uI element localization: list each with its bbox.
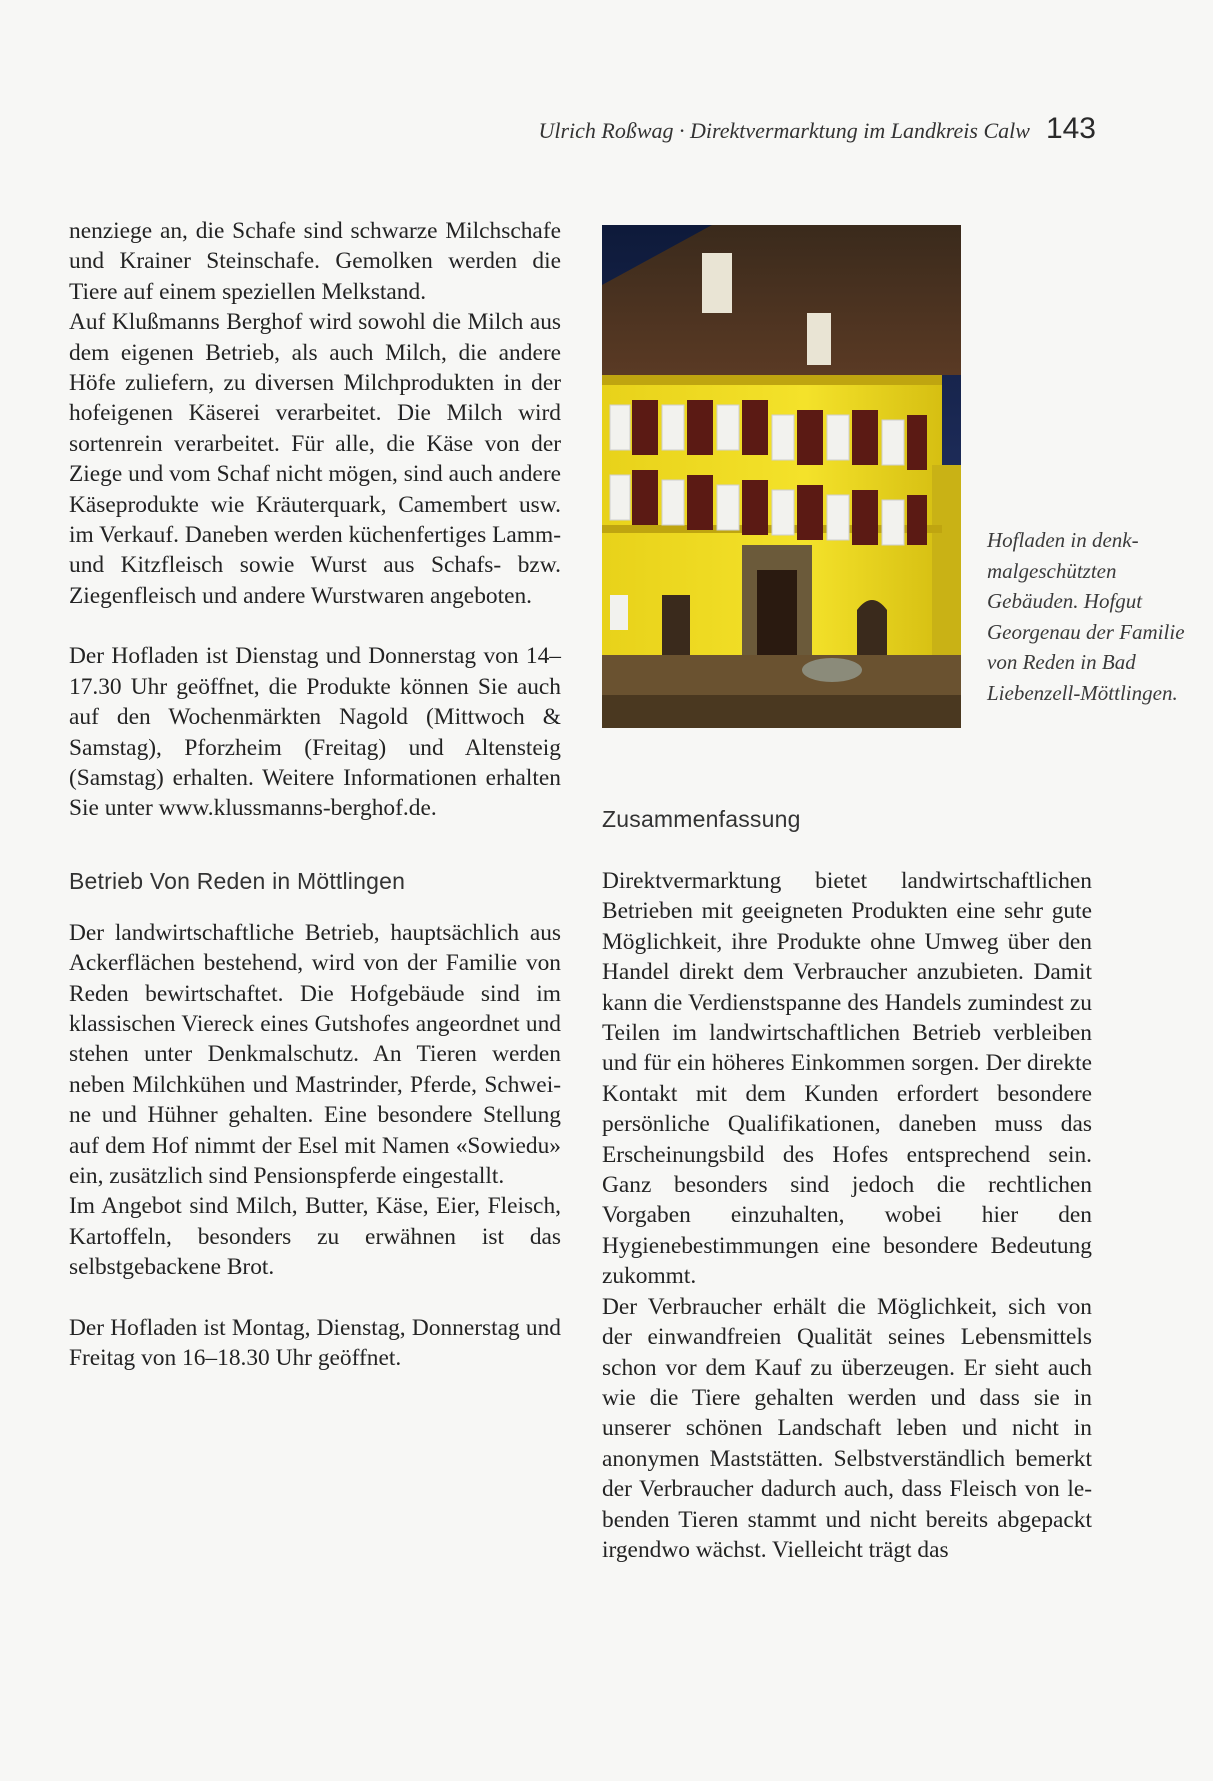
- paragraph: Der Hofladen ist Dienstag und Donnerstag von 14–17.30 Uhr geöffnet, die Produkte können Sie auch auf den Wochenmärkten Nagold (Mittwoch & Samstag), Pforzheim (Freitag) und Altensteig (Samstag) erhalten. Weitere Informationen erhalten Sie unter www.klussmanns-berghof.de.: [69, 643, 561, 822]
- running-head: Ulrich Roßwag · Direktvermarktung im Landkreis Calw: [538, 118, 1030, 143]
- page-header: [420, 112, 1096, 146]
- building-photo: [602, 225, 961, 728]
- photo-caption: Hofladen in denkmalgeschützten Gebäuden. Hofgut Georgenau der Familie von Reden in Bad Liebenzell-Möttlingen.: [987, 528, 1185, 705]
- paragraph: Direktvermarktung bietet landwirtschaftlichen Betrieben mit geeigneten Produkten eine sehr gute Möglichkeit, ihre Produkte ohne Umweg über den Handel direkt dem Verbraucher anzubieten. Damit kann die Verdienstspanne des Handels zumindest zu Teilen im landwirtschaftlichen Betrieb verbleiben und für ein höheres Einkommen sorgen. Der direkte Kontakt mit dem Kunden erfordert besondere persönliche Qualifikationen, daneben muss das Erscheinungsbild des Hofes entsprechend sein. Ganz besonders sind jedoch die rechtlichen Vorgaben einzuhalten, wobei hier den Hygienebestimmungen eine besondere Bedeutung zukommt.: [602, 868, 1092, 1290]
- section-heading: Zusammenfassung: [602, 806, 801, 832]
- paragraph: Der landwirtschaftliche Betrieb, hauptsächlich aus Ackerflächen bestehend, wird von der Familie von Reden bewirtschaftet. Die Hofgebäude sind im klassischen Viereck eines Gutshofes angeordnet und stehen unter Denkmalschutz. An Tieren werden neben Milchkühen und Mastrinder, Pferde, Schweine und Hühner gehalten. Eine besondere Stellung auf dem Hof nimmt der Esel mit Namen «Sowiedu» ein, zusätzlich sind Pensionspferde eingestallt.: [69, 919, 561, 1189]
- building-illustration: [602, 225, 961, 728]
- paragraph: Im Angebot sind Milch, Butter, Käse, Eier, Fleisch, Kartoffeln, besonders zu erwähnen ist das selbstgebackene Brot.: [69, 1193, 561, 1281]
- paragraph: Auf Klußmanns Berghof wird sowohl die Milch aus dem eigenen Betrieb, als auch Milch, die andere Höfe zuliefern, zu diversen Milchprodukten in der hofeigenen Käserei verarbeitet. Die Milch wird sortenrein verarbeitet. Für alle, die Käse von der Ziege und vom Schaf nicht mögen, sind auch andere Käseprodukte wie Kräuterquark, Camembert usw. im Verkauf. Daneben werden küchenfertiges Lamm- und Kitzfleisch sowie Wurst aus Schafs- bzw. Ziegenfleisch und andere Wurstwaren angeboten.: [69, 309, 561, 609]
- paragraph: Der Hofladen ist Montag, Dienstag, Donnerstag und Freitag von 16–18.30 Uhr geöffnet.: [69, 1314, 561, 1371]
- right-column: [602, 866, 1092, 1565]
- section-heading: Betrieb Von Reden in Möttlingen: [69, 867, 406, 894]
- page-number: 143: [1045, 112, 1096, 145]
- paragraph: nenziege an, die Schafe sind schwarze Milchschafe und Krainer Steinschafe. Gemolken werden die Tiere auf einem speziellen Melkstand.: [69, 218, 561, 305]
- left-column: [69, 216, 561, 1373]
- paragraph: Der Verbraucher erhält die Möglichkeit, sich von der einwandfreien Qualität seines Lebensmittels schon vor dem Kauf zu überzeugen. Er sieht auch wie die Tiere gehalten werden und dass sie in unserer schönen Landschaft leben und nicht in anonymen Maststätten. Selbstverständlich bemerkt der Verbraucher dadurch auch, dass Fleisch von lebenden Tieren stammt und nicht bereits abgepackt irgendwo wächst. Vielleicht trägt das: [602, 1293, 1092, 1563]
